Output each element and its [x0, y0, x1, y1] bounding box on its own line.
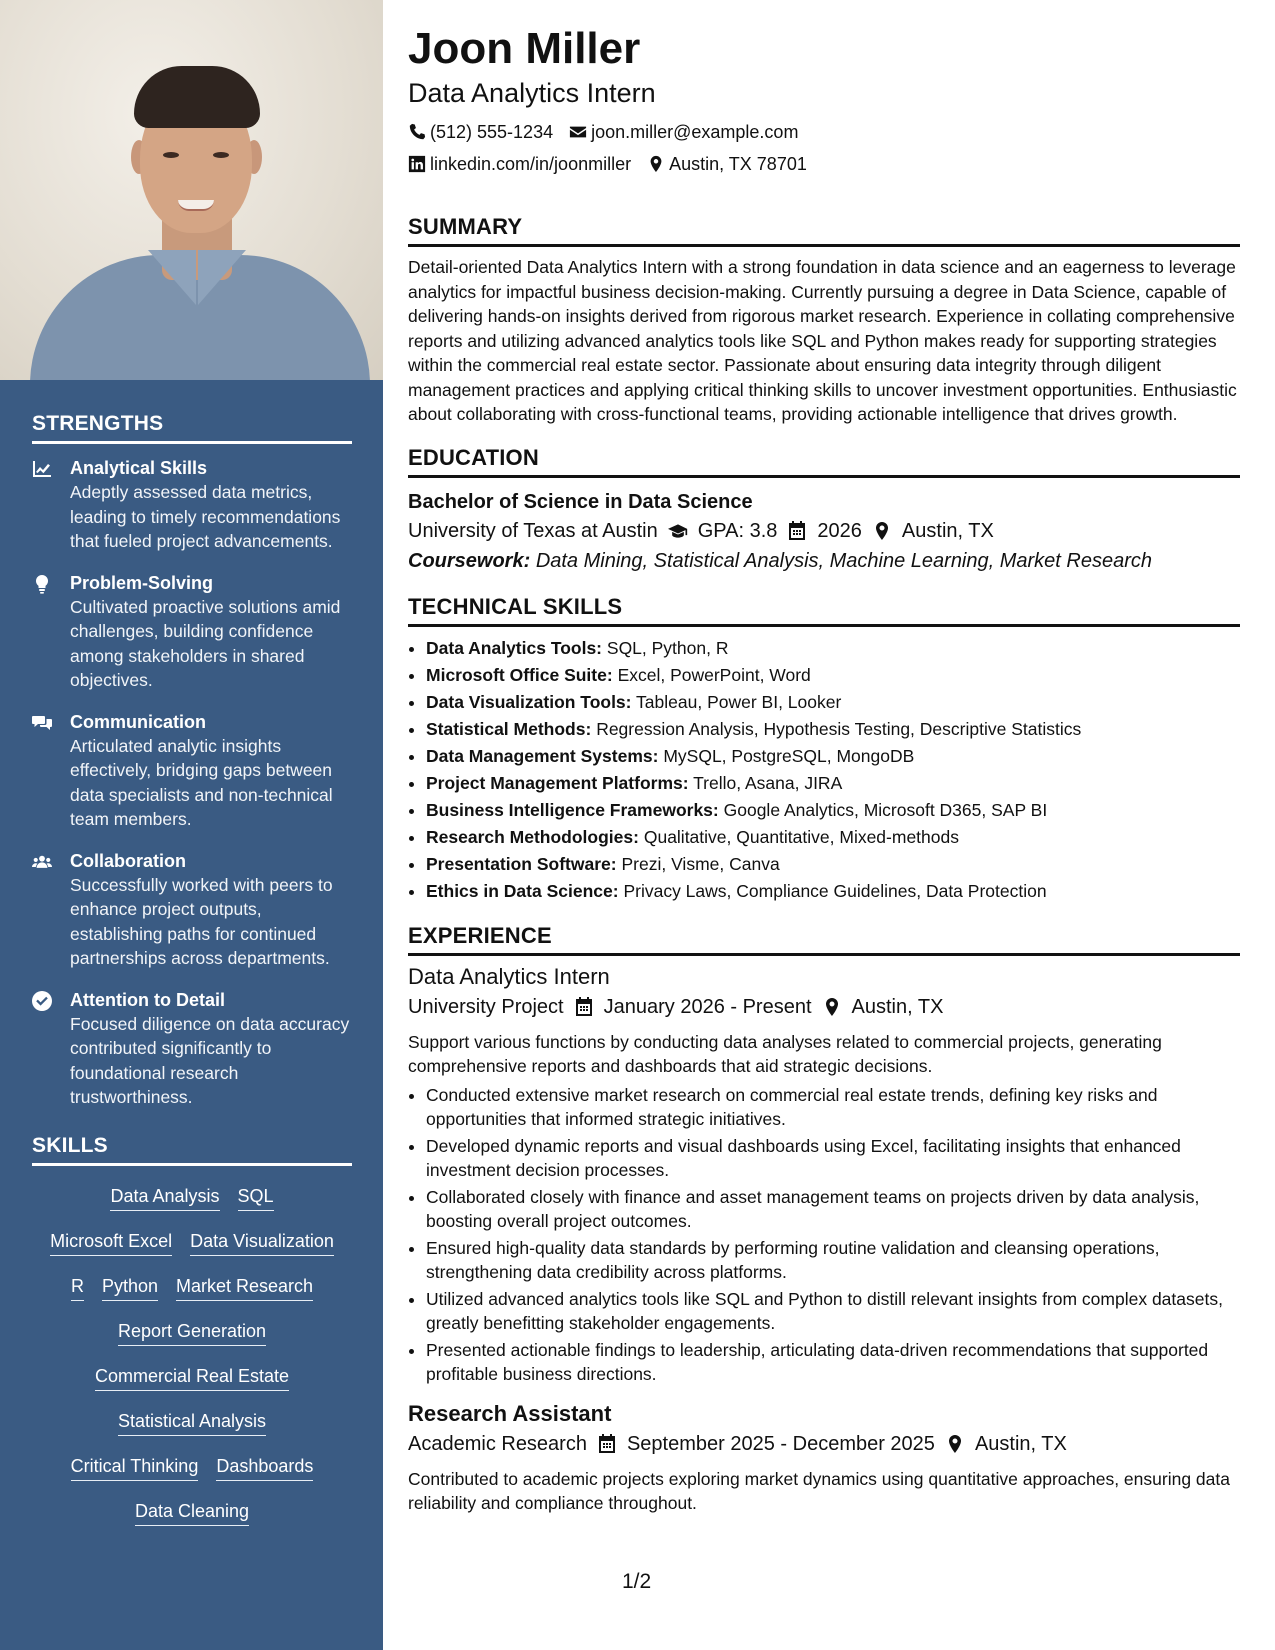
- tech-value: Tableau, Power BI, Looker: [636, 691, 842, 712]
- graduation-cap-icon: [668, 521, 688, 541]
- envelope-icon: [569, 123, 587, 141]
- skill-row: [32, 1184, 352, 1229]
- tech-label: Research Methodologies:: [426, 826, 639, 847]
- job-location: Austin, TX: [851, 995, 944, 1018]
- technical-skills-heading: TECHNICAL SKILLS: [408, 594, 1240, 627]
- strength-item: [32, 710, 352, 832]
- job-entry: [408, 962, 1240, 1387]
- technical-skills-list: [408, 635, 1240, 905]
- map-pin-icon: [822, 997, 842, 1017]
- education-school: University of Texas at Austin: [408, 519, 658, 542]
- tech-value: Privacy Laws, Compliance Guidelines, Data Protection: [623, 880, 1047, 901]
- job-title: Data Analytics Intern: [408, 963, 610, 989]
- list-item: [426, 851, 1240, 878]
- coursework: [408, 546, 1240, 576]
- skill-row: [32, 1229, 352, 1274]
- education-meta: [408, 516, 1240, 546]
- list-item: [426, 797, 1240, 824]
- skill-row: [32, 1319, 352, 1364]
- skill-tag: Report Generation: [118, 1319, 266, 1346]
- job-location: Austin, TX: [974, 1432, 1067, 1455]
- skills-list: [32, 1178, 352, 1544]
- tech-label: Presentation Software:: [426, 853, 617, 874]
- sidebar: [0, 0, 383, 1650]
- skill-row: [32, 1499, 352, 1544]
- strength-desc: Successfully worked with peers to enhance project outputs, establishing paths for continued partnerships across departments.: [70, 874, 333, 968]
- contact-linkedin[interactable]: [408, 148, 631, 180]
- strength-desc: Articulated analytic insights effectively, bridging gaps between data specialists and non-technical team members.: [70, 735, 333, 829]
- list-item: • Utilized advanced analytics tools like SQL and Python to distill relevant insights from complex datasets, greatly benefitting stakeholder engagements.: [426, 1287, 1240, 1336]
- skill-tag: Statistical Analysis: [118, 1409, 266, 1436]
- phone-icon: [408, 123, 426, 141]
- job-entry: [408, 1399, 1240, 1516]
- email-link[interactable]: joon.miller@example.com: [591, 122, 799, 142]
- coursework-label: Coursework:: [408, 549, 531, 572]
- strength-title: Communication: [70, 711, 207, 732]
- job-dates: September 2025 - December 2025: [626, 1432, 935, 1455]
- skill-tag: Python: [102, 1274, 158, 1301]
- calendar-icon: [597, 1434, 617, 1454]
- candidate-role: Data Analytics Intern: [408, 78, 656, 108]
- contact-email[interactable]: [569, 116, 798, 148]
- phone-text: (512) 555-1234: [430, 122, 554, 142]
- tech-value: Excel, PowerPoint, Word: [617, 664, 811, 685]
- tech-value: Qualitative, Quantitative, Mixed-methods: [643, 826, 959, 847]
- list-item: [426, 662, 1240, 689]
- list-item: [426, 743, 1240, 770]
- strength-desc: Adeptly assessed data metrics, leading to timely recommendations that fueled project advancements.: [70, 482, 341, 551]
- list-item: [426, 878, 1240, 905]
- check-circle-icon: [32, 988, 70, 1110]
- job-summary: Contributed to academic projects exploring market dynamics using quantitative approaches, ensuring data reliability and compliance throughout.: [408, 1468, 1230, 1513]
- list-item: • Collaborated closely with finance and asset management teams on projects driven by data analysis, boosting overall project outcomes.: [426, 1185, 1240, 1234]
- map-pin-icon: [872, 521, 892, 541]
- strength-desc: Cultivated proactive solutions amid challenges, building confidence among stakeholders in shared objectives.: [70, 596, 341, 690]
- list-item: [426, 716, 1240, 743]
- list-item: [426, 824, 1240, 851]
- skill-tag: Data Cleaning: [135, 1499, 249, 1526]
- contact-phone: [408, 116, 553, 148]
- map-pin-icon: [945, 1434, 965, 1454]
- linkedin-icon: [408, 155, 426, 173]
- location-text: Austin, TX 78701: [669, 154, 807, 174]
- strength-title: Problem-Solving: [70, 572, 214, 593]
- contact-line: [408, 148, 1240, 180]
- job-bullets: [408, 1083, 1240, 1387]
- list-item: [426, 770, 1240, 797]
- lightbulb-icon: [32, 571, 70, 693]
- tech-label: Microsoft Office Suite:: [426, 664, 613, 685]
- contact-location: [647, 148, 807, 180]
- linkedin-link[interactable]: linkedin.com/in/joonmiller: [430, 154, 632, 174]
- experience-heading: EXPERIENCE: [408, 923, 1240, 956]
- strength-title: Analytical Skills: [70, 458, 208, 478]
- tech-label: Project Management Platforms:: [426, 772, 689, 793]
- education-heading: EDUCATION: [408, 445, 1240, 478]
- strength-title: Collaboration: [70, 850, 186, 871]
- strength-item: [32, 988, 352, 1110]
- strength-item: [32, 571, 352, 693]
- skill-tag: Market Research: [176, 1274, 313, 1301]
- list-item: • Presented actionable findings to leadership, articulating data-driven recommendations that supported profitable business directions.: [426, 1338, 1240, 1387]
- tech-value: Trello, Asana, JIRA: [693, 772, 843, 793]
- tech-value: Regression Analysis, Hypothesis Testing, Descriptive Statistics: [596, 718, 1082, 739]
- tech-label: Data Visualization Tools:: [426, 691, 632, 712]
- strength-desc: Focused diligence on data accuracy contributed significantly to foundational research trustworthiness.: [70, 1013, 350, 1107]
- skill-row: [32, 1274, 352, 1319]
- list-item: • Developed dynamic reports and visual dashboards using Excel, facilitating insights that enhanced investment decision processes.: [426, 1134, 1240, 1183]
- list-item: • Ensured high-quality data standards by performing routine validation and cleansing operations, strengthening data credibility across platforms.: [426, 1236, 1240, 1285]
- job-title: Research Assistant: [408, 1400, 612, 1426]
- line-chart-icon: [32, 456, 70, 554]
- skills-heading: SKILLS: [32, 1134, 352, 1166]
- skill-tag: Data Analysis: [110, 1184, 219, 1211]
- strengths-heading: STRENGTHS: [32, 412, 352, 444]
- skill-row: [32, 1364, 352, 1409]
- main-content: [408, 22, 1240, 1516]
- tech-label: Data Management Systems:: [426, 745, 659, 766]
- skill-tag: Microsoft Excel: [50, 1229, 172, 1256]
- job-org: Academic Research: [408, 1432, 587, 1455]
- list-item: [426, 689, 1240, 716]
- skill-tag: R: [71, 1274, 84, 1301]
- job-meta: [408, 1429, 1240, 1459]
- job-org: University Project: [408, 995, 564, 1018]
- strength-title: Attention to Detail: [70, 989, 225, 1010]
- summary-text: Detail-oriented Data Analytics Intern with a strong foundation in data science and an eagerness to leverage analytics for impactful business decision-making. Currently pursuing a degree in Data Science, capable of delivering hands-on insights derived from rigorous market research. Experience in collating comprehensive reports and utilizing advanced analytics tools like SQL and Python makes ready for supporting strategies within the commercial real estate sector. Passionate about ensuring data integrity through diligent management practices and applying critical thinking skills to uncover investment opportunities. Enthusiastic about collaborating with cross-functional teams, providing actionable intelligence that drives growth.: [408, 257, 1237, 424]
- education-gpa: GPA: 3.8: [697, 519, 778, 542]
- profile-photo: [0, 0, 383, 380]
- map-pin-icon: [647, 155, 665, 173]
- education-location: Austin, TX: [901, 519, 994, 542]
- education-year: 2026: [817, 519, 862, 542]
- sidebar-content: [32, 412, 352, 1544]
- tech-value: Prezi, Visme, Canva: [621, 853, 780, 874]
- contact-line: [408, 116, 1240, 148]
- coursework-text: Data Mining, Statistical Analysis, Machine Learning, Market Research: [535, 549, 1153, 572]
- tech-value: SQL, Python, R: [606, 637, 729, 658]
- tech-label: Ethics in Data Science:: [426, 880, 619, 901]
- tech-label: Data Analytics Tools:: [426, 637, 603, 658]
- tech-label: Statistical Methods:: [426, 718, 592, 739]
- skill-tag: Critical Thinking: [71, 1454, 199, 1481]
- users-icon: [32, 849, 70, 971]
- education-degree: Bachelor of Science in Data Science: [408, 490, 753, 513]
- summary-heading: SUMMARY: [408, 214, 1240, 247]
- tech-label: Business Intelligence Frameworks:: [426, 799, 719, 820]
- job-dates: January 2026 - Present: [603, 995, 812, 1018]
- job-meta: [408, 992, 1240, 1022]
- skill-tag: SQL: [238, 1184, 274, 1211]
- strength-item: [32, 849, 352, 971]
- skill-tag: Commercial Real Estate: [95, 1364, 289, 1391]
- calendar-icon: [787, 521, 807, 541]
- strength-item: [32, 456, 352, 554]
- candidate-name: Joon Miller: [408, 24, 641, 73]
- tech-value: Google Analytics, Microsoft D365, SAP BI: [723, 799, 1048, 820]
- page-number: 1/2: [622, 1570, 652, 1593]
- skill-row: [32, 1409, 352, 1454]
- skill-tag: Data Visualization: [190, 1229, 334, 1256]
- calendar-icon: [574, 997, 594, 1017]
- job-summary: Support various functions by conducting data analyses related to commercial projects, generating comprehensive reports and dashboards that aid strategic decisions.: [408, 1031, 1162, 1076]
- list-item: [426, 635, 1240, 662]
- comments-icon: [32, 710, 70, 832]
- skill-row: [32, 1454, 352, 1499]
- skill-tag: Dashboards: [216, 1454, 313, 1481]
- tech-value: MySQL, PostgreSQL, MongoDB: [663, 745, 915, 766]
- list-item: • Conducted extensive market research on commercial real estate trends, defining key risks and opportunities that informed strategic initiatives.: [426, 1083, 1240, 1132]
